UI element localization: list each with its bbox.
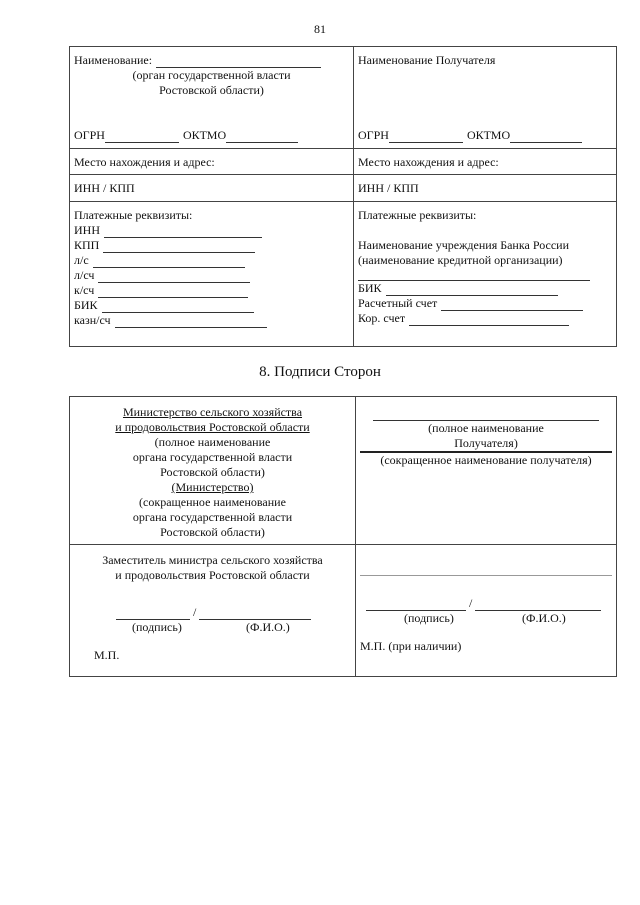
fio-line	[475, 599, 601, 611]
name-sub-2: Ростовской области)	[159, 83, 264, 97]
left-name-label: Наименование:	[74, 53, 153, 67]
left-ogrn-label: ОГРН	[74, 128, 105, 142]
recipient-caption-1: (полное наименование	[428, 421, 544, 435]
right-payment-cell	[354, 202, 617, 347]
section-title: 8. Подписи Сторон	[259, 364, 381, 380]
ministry-short-caption-3: Ростовской области)	[160, 525, 265, 539]
right-account-label: Расчетный счет	[358, 296, 438, 310]
left-name-cell	[70, 47, 354, 149]
name-fill-line	[156, 56, 321, 68]
payment-bik-label: БИК	[74, 298, 98, 312]
ministry-caption-1: (полное наименование	[154, 435, 271, 449]
signature-caption: (подпись)	[132, 620, 182, 634]
left-payment-title: Платежные реквизиты:	[74, 208, 193, 222]
right-corr-label: Кор. счет	[358, 311, 406, 325]
ministry-caption-2: органа государственной власти	[132, 450, 293, 464]
ministry-name-line-2: и продовольствия Ростовской области	[115, 420, 310, 434]
payment-kazn-label: казн/сч	[74, 313, 111, 327]
slash: /	[193, 605, 197, 619]
signatures-table	[69, 396, 617, 677]
payment-lsch-label: л/сч	[74, 268, 95, 282]
right-address-label: Место нахождения и адрес:	[358, 155, 499, 169]
ministry-short-caption-2: органа государственной власти	[132, 510, 293, 524]
stamp-label: М.П. (при наличии)	[360, 639, 462, 653]
payment-inn-label: ИНН	[74, 223, 100, 237]
recipient-caption-2: Получателя)	[360, 436, 612, 453]
slash: /	[469, 596, 473, 610]
payment-ls-label: л/с	[74, 253, 89, 267]
right-ogrn-label: ОГРН	[358, 128, 389, 142]
right-name-cell	[354, 47, 617, 149]
right-bik-label: БИК	[358, 281, 382, 295]
oktmo-fill-line	[510, 131, 582, 143]
signature-caption: (подпись)	[404, 611, 454, 625]
right-name-label: Наименование Получателя	[358, 53, 496, 67]
signature-line	[116, 608, 190, 620]
page-number: 81	[314, 22, 326, 36]
ministry-caption-3: Ростовской области)	[160, 465, 265, 479]
recipient-signature-cell	[356, 545, 617, 677]
fio-caption: (Ф.И.О.)	[246, 620, 290, 634]
recipient-name-cell	[356, 397, 617, 545]
stamp-label: М.П.	[94, 648, 120, 662]
right-oktmo-label: ОКТМО	[466, 128, 511, 142]
right-payment-title: Платежные реквизиты:	[358, 208, 477, 222]
fio-caption: (Ф.И.О.)	[522, 611, 566, 625]
ogrn-fill-line	[389, 131, 463, 143]
recipient-short-caption: (сокращенное наименование получателя)	[380, 453, 592, 467]
left-payment-cell	[70, 202, 354, 347]
signature-line	[366, 599, 466, 611]
left-oktmo-label: ОКТМО	[182, 128, 227, 142]
bank-name-label: Наименование учреждения Банка России	[358, 238, 569, 252]
bank-name-sub: (наименование кредитной организации)	[358, 253, 563, 267]
ogrn-fill-line	[105, 131, 179, 143]
requisites-table	[69, 46, 617, 347]
ministry-short-name: (Министерство)	[171, 480, 254, 494]
name-sub-1: (орган государственной власти	[132, 68, 291, 82]
signer-position-2: и продовольствия Ростовской области	[115, 568, 310, 582]
ministry-name-line-1: Министерство сельского хозяйства	[122, 405, 303, 419]
left-inn-kpp-label: ИНН / КПП	[74, 181, 135, 195]
payment-kpp-label: КПП	[74, 238, 100, 252]
recipient-name-line	[373, 405, 599, 421]
ministry-signature-cell	[70, 545, 356, 677]
left-address-label: Место нахождения и адрес:	[74, 155, 215, 169]
ministry-short-caption-1: (сокращенное наименование	[139, 495, 286, 509]
signer-position-1: Заместитель министра сельского хозяйства	[102, 553, 323, 567]
fio-line	[199, 608, 311, 620]
right-inn-kpp-label: ИНН / КПП	[358, 181, 419, 195]
ministry-name-cell	[70, 397, 356, 545]
payment-ksch-label: к/сч	[74, 283, 95, 297]
oktmo-fill-line	[226, 131, 298, 143]
